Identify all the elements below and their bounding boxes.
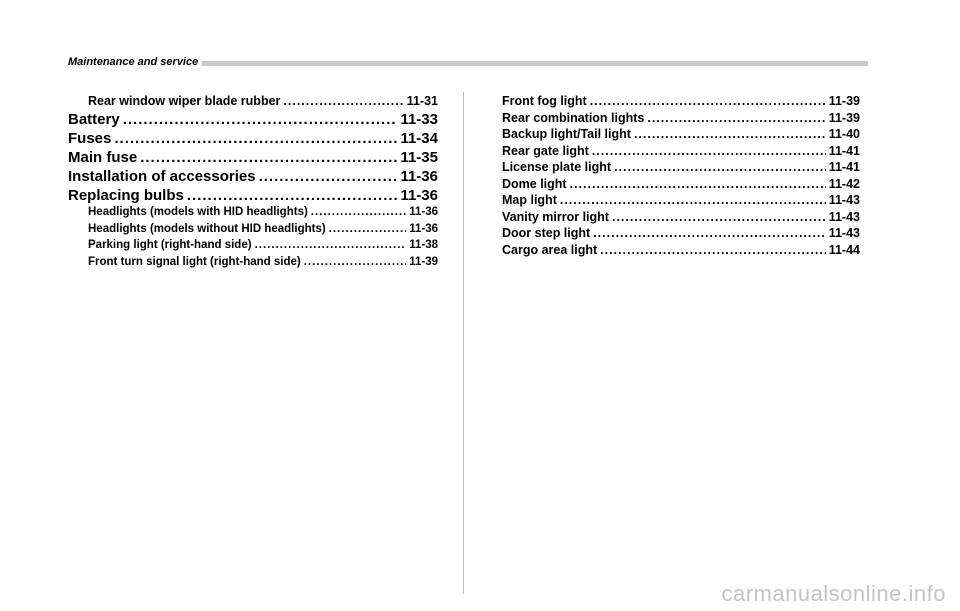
toc-entry-title: Headlights (models without HID headlights)	[88, 222, 326, 235]
toc-entry-page: 11-43	[828, 209, 860, 224]
toc-entry-page: 11-33	[400, 111, 438, 128]
toc-entry-title: Door step light	[502, 226, 591, 240]
toc-entry-title: Main fuse	[68, 149, 138, 166]
section-title: Maintenance and service	[68, 55, 202, 69]
toc-entry-title: Installation of accessories	[68, 168, 256, 185]
toc-entry-page: 11-39	[828, 110, 860, 125]
toc-entry[interactable]	[68, 111, 438, 130]
toc-entry[interactable]	[502, 144, 860, 161]
toc-entry-page: 11-41	[828, 160, 860, 174]
toc-entry[interactable]	[502, 210, 860, 227]
toc-entry[interactable]	[502, 177, 860, 194]
toc-entry[interactable]	[68, 206, 438, 223]
toc-leader	[140, 149, 397, 166]
toc-entry-title: Fuses	[68, 130, 112, 147]
toc-entry-page: 11-38	[409, 239, 438, 251]
toc-entry-title: Vanity mirror light	[502, 209, 609, 224]
toc-entry-title: Replacing bulbs	[68, 187, 184, 204]
toc-entry-page: 11-43	[828, 226, 860, 240]
toc-entry-page: 11-39	[828, 94, 860, 108]
toc-right-column	[502, 94, 860, 259]
toc-entry[interactable]	[68, 130, 438, 149]
toc-leader	[647, 111, 825, 125]
toc-entry-page: 11-36	[409, 222, 438, 235]
toc-entry[interactable]	[68, 256, 438, 273]
toc-entry-title: Rear gate light	[502, 143, 589, 158]
toc-leader	[304, 256, 406, 268]
toc-entry-title: Battery	[68, 111, 120, 128]
toc-entry[interactable]	[68, 94, 438, 111]
toc-entry[interactable]	[68, 223, 438, 240]
toc-entry-page: 11-44	[828, 242, 860, 257]
page-header	[68, 55, 868, 71]
toc-entry-page: 11-36	[400, 187, 438, 204]
toc-entry[interactable]	[502, 160, 860, 177]
toc-leader	[590, 94, 826, 108]
toc-entry-page: 11-43	[828, 193, 860, 207]
toc-leader	[329, 223, 407, 235]
toc-entry[interactable]	[502, 94, 860, 111]
toc-leader	[560, 193, 826, 207]
toc-entry[interactable]	[502, 193, 860, 210]
toc-entry-title: Headlights (models with HID headlights)	[88, 206, 308, 218]
toc-entry[interactable]	[68, 187, 438, 206]
toc-entry-page: 11-35	[400, 149, 438, 166]
watermark: carmanualsonline.info	[721, 581, 946, 606]
toc-entry-title: Cargo area light	[502, 242, 598, 257]
toc-entry-page: 11-40	[828, 127, 860, 141]
toc-entry-title: Front fog light	[502, 94, 587, 108]
toc-entry-page: 11-31	[406, 94, 438, 108]
toc-entry[interactable]	[68, 149, 438, 168]
toc-entry-page: 11-34	[400, 130, 438, 147]
column-divider	[463, 92, 464, 594]
toc-leader	[570, 177, 826, 191]
toc-leader	[592, 144, 826, 158]
toc-leader	[259, 168, 398, 185]
toc-entry[interactable]	[68, 239, 438, 256]
toc-entry-page: 11-41	[828, 143, 860, 158]
toc-entry-page: 11-36	[409, 206, 438, 218]
toc-entry-page: 11-36	[400, 168, 438, 185]
toc-leader	[311, 206, 406, 218]
toc-leader	[612, 210, 826, 224]
toc-entry[interactable]	[68, 168, 438, 187]
toc-entry[interactable]	[502, 226, 860, 243]
toc-entry[interactable]	[502, 243, 860, 260]
toc-entry-page: 11-39	[409, 255, 438, 268]
toc-leader	[123, 111, 398, 128]
toc-entry-title: License plate light	[502, 160, 612, 174]
toc-leader	[283, 94, 403, 108]
toc-left-column	[68, 94, 438, 272]
toc-entry-title: Dome light	[502, 176, 567, 191]
toc-entry-title: Rear window wiper blade rubber	[88, 94, 281, 108]
toc-entry-page: 11-42	[828, 176, 860, 191]
toc-entry-title: Backup light/Tail light	[502, 127, 631, 141]
toc-entry[interactable]	[502, 111, 860, 128]
toc-leader	[593, 226, 826, 240]
toc-leader	[255, 239, 407, 251]
toc-leader	[114, 130, 397, 147]
toc-leader	[634, 127, 826, 141]
toc-leader	[614, 160, 826, 174]
toc-entry-title: Rear combination lights	[502, 110, 645, 125]
toc-entry-title: Parking light (right-hand side)	[88, 239, 252, 251]
toc-entry[interactable]	[502, 127, 860, 144]
toc-leader	[600, 243, 826, 257]
toc-leader	[187, 187, 398, 204]
toc-entry-title: Front turn signal light (right-hand side)	[88, 255, 301, 268]
toc-entry-title: Map light	[502, 193, 557, 207]
